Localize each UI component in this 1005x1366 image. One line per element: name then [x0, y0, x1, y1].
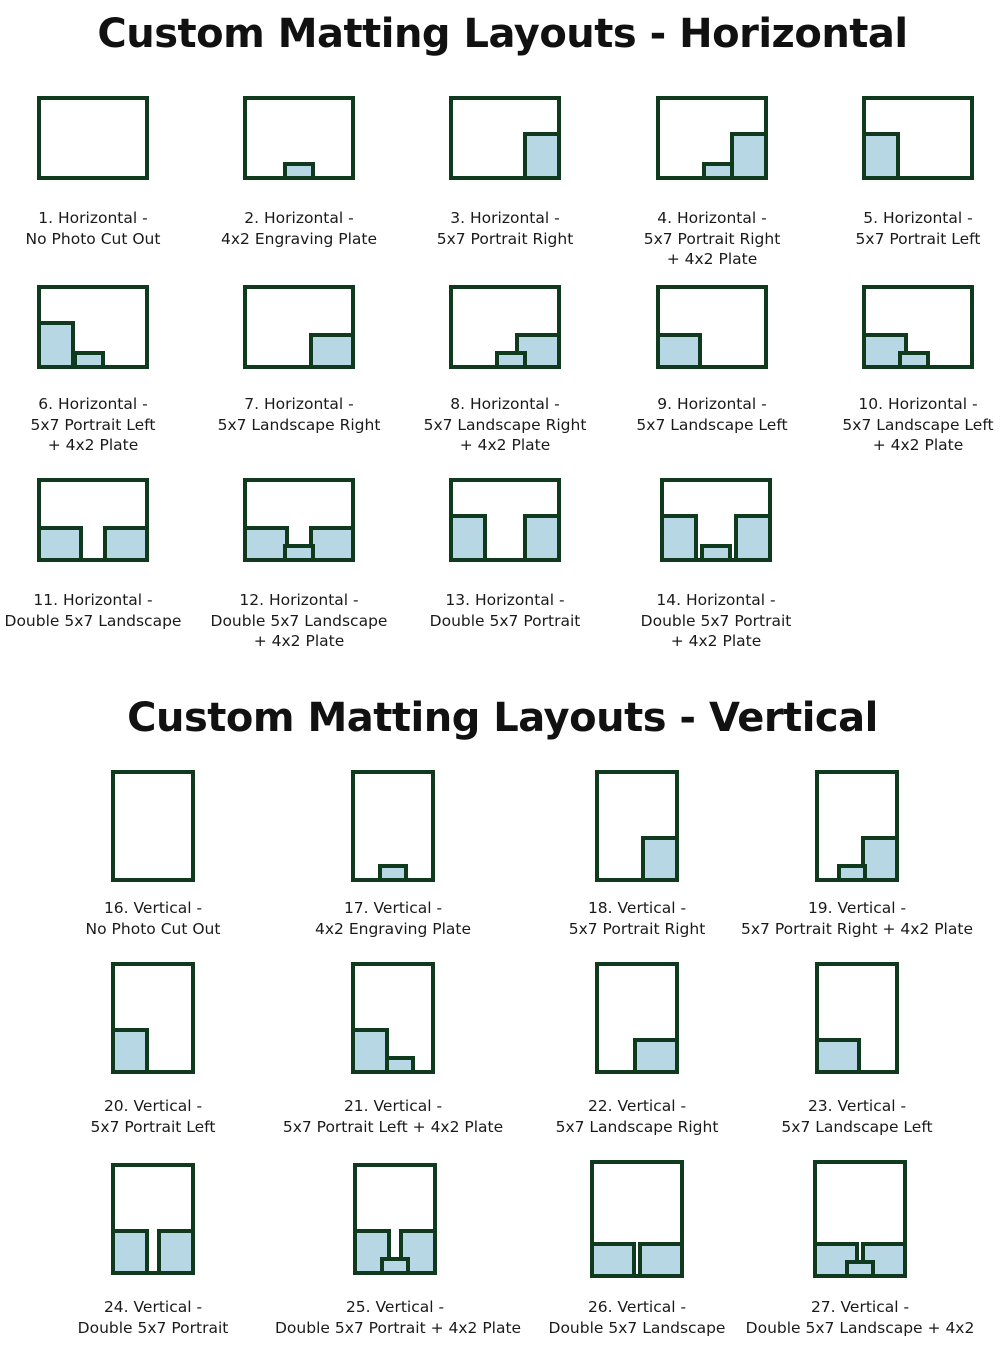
layout-label-line: 10. Horizontal -: [858, 395, 978, 413]
portrait-left-opening: [866, 136, 896, 176]
layout-label-7: [179, 394, 419, 435]
plate-center-opening: [849, 1264, 871, 1274]
layout-label-line: No Photo Cut Out: [25, 229, 161, 248]
mat-frame-16: [111, 770, 195, 882]
landscape-right-opening: [313, 530, 351, 558]
portrait-right-opening: [527, 136, 557, 176]
layout-label-line: 9. Horizontal -: [657, 395, 767, 413]
layout-label-25: [275, 1297, 522, 1338]
layout-label-line: + 4x2 Plate: [666, 250, 758, 268]
mat-frame-25: [353, 1163, 437, 1275]
layout-label-line: 5x7 Landscape Left: [842, 415, 994, 434]
layout-label-line: + 4x2 Plate: [47, 436, 139, 454]
layout-label-line: 20. Vertical -: [103, 1097, 203, 1115]
layout-label-line: 23. Vertical -: [807, 1097, 907, 1115]
layout-label-3: [385, 208, 625, 249]
layout-label-line: 5x7 Landscape Right: [555, 1117, 719, 1136]
layout-label-line: 5x7 Landscape Left: [781, 1117, 933, 1136]
mat-frame-1: [37, 96, 149, 180]
mat-frame-2: [243, 96, 355, 180]
mat-frame-24: [111, 1163, 195, 1275]
layout-label-line: 27. Vertical -: [810, 1298, 910, 1316]
layout-label-line: 4x2 Engraving Plate: [315, 919, 471, 938]
mat-frame-8: [449, 285, 561, 369]
layout-label-18: [517, 898, 757, 939]
portrait-left-opening: [115, 1233, 145, 1271]
layout-label-line: 4. Horizontal -: [657, 209, 767, 227]
layout-label-line: + 4x2 Plate: [253, 632, 345, 650]
layout-label-line: 5x7 Portrait Right: [436, 229, 574, 248]
mat-frame-23: [815, 962, 899, 1074]
layout-label-line: 17. Vertical -: [343, 899, 443, 917]
landscape-left-opening: [594, 1246, 632, 1274]
layout-label-line: 18. Vertical -: [587, 899, 687, 917]
portrait-left-opening: [664, 518, 694, 558]
layout-label-line: 5x7 Portrait Right: [568, 919, 706, 938]
mat-frame-26: [590, 1160, 684, 1278]
layout-label-line: 3. Horizontal -: [450, 209, 560, 227]
mat-frame-7: [243, 285, 355, 369]
layout-label-22: [517, 1096, 757, 1137]
portrait-right-opening: [865, 840, 895, 878]
layout-label-line: 22. Vertical -: [587, 1097, 687, 1115]
layout-label-4: [592, 208, 832, 270]
plate-center-opening: [287, 548, 311, 558]
mat-frame-19: [815, 770, 899, 882]
mat-frame-3: [449, 96, 561, 180]
layout-label-line: 1. Horizontal -: [38, 209, 148, 227]
layout-label-line: 4x2 Engraving Plate: [221, 229, 377, 248]
layout-label-line: 13. Horizontal -: [445, 591, 565, 609]
mat-frame-5: [862, 96, 974, 180]
layout-label-24: [33, 1297, 273, 1338]
portrait-right-opening: [403, 1233, 433, 1271]
plate-near-left-opening: [389, 1060, 411, 1070]
layout-label-line: + 4x2 Plate: [670, 632, 762, 650]
landscape-right-opening: [313, 337, 351, 365]
landscape-left-opening: [660, 337, 698, 365]
layout-label-21: [273, 1096, 513, 1137]
landscape-right-opening: [519, 337, 557, 365]
landscape-left-opening: [866, 337, 904, 365]
layout-label-23: [737, 1096, 977, 1137]
layout-label-27: [740, 1297, 980, 1338]
portrait-left-opening: [115, 1032, 145, 1070]
portrait-left-opening: [357, 1233, 387, 1271]
layout-label-5: [798, 208, 1005, 249]
layout-label-20: [33, 1096, 273, 1137]
mat-frame-18: [595, 770, 679, 882]
layout-label-line: 14. Horizontal -: [656, 591, 776, 609]
layout-label-line: + 4x2 Plate: [872, 436, 964, 454]
layout-label-line: 5x7 Landscape Left: [636, 415, 788, 434]
layout-label-10: [798, 394, 1005, 456]
portrait-left-opening: [41, 325, 71, 365]
mat-frame-22: [595, 962, 679, 1074]
landscape-left-opening: [41, 530, 79, 558]
layout-label-line: 8. Horizontal -: [450, 395, 560, 413]
layout-label-8: [385, 394, 625, 456]
plate-near-right-opening: [499, 355, 523, 365]
plate-center-opening: [287, 166, 311, 176]
layout-label-line: Double 5x7 Landscape: [548, 1318, 726, 1337]
mat-frame-27: [813, 1160, 907, 1278]
layout-label-line: 24. Vertical -: [103, 1298, 203, 1316]
portrait-right-opening: [738, 518, 768, 558]
layout-label-line: 2. Horizontal -: [244, 209, 354, 227]
layout-label-13: [385, 590, 625, 631]
layout-label-line: Double 5x7 Landscape: [4, 611, 182, 630]
horizontal-section-title: Custom Matting Layouts - Horizontal: [97, 11, 908, 57]
layout-label-16: [33, 898, 273, 939]
layout-label-line: 5x7 Portrait Left + 4x2 Plate: [282, 1117, 504, 1136]
layout-label-line: Double 5x7 Portrait: [640, 611, 792, 630]
layout-label-14: [596, 590, 836, 652]
vertical-section-title: Custom Matting Layouts - Vertical: [127, 695, 878, 741]
portrait-right-opening: [161, 1233, 191, 1271]
layout-label-line: 11. Horizontal -: [33, 591, 153, 609]
landscape-right-opening: [642, 1246, 680, 1274]
plate-center-opening: [382, 868, 404, 878]
mat-frame-9: [656, 285, 768, 369]
layout-label-line: 25. Vertical -: [345, 1298, 445, 1316]
mat-frame-12: [243, 478, 355, 562]
landscape-left-opening: [819, 1042, 857, 1070]
layout-label-26: [517, 1297, 757, 1338]
mat-frame-13: [449, 478, 561, 562]
mat-frame-6: [37, 285, 149, 369]
mat-frame-20: [111, 962, 195, 1074]
mat-frame-21: [351, 962, 435, 1074]
mat-frame-10: [862, 285, 974, 369]
landscape-right-opening: [107, 530, 145, 558]
layout-label-line: 5x7 Portrait Right + 4x2 Plate: [741, 919, 973, 938]
layout-label-line: 5x7 Landscape Right: [217, 415, 381, 434]
landscape-left-opening: [247, 530, 285, 558]
layout-label-line: 6. Horizontal -: [38, 395, 148, 413]
layout-label-line: 5x7 Landscape Right: [423, 415, 587, 434]
layout-label-line: 12. Horizontal -: [239, 591, 359, 609]
layout-label-17: [273, 898, 513, 939]
layout-label-line: 7. Horizontal -: [244, 395, 354, 413]
mat-frame-11: [37, 478, 149, 562]
layout-label-line: Double 5x7 Portrait: [77, 1318, 229, 1337]
layout-label-9: [592, 394, 832, 435]
layout-label-line: 5x7 Portrait Left: [90, 1117, 216, 1136]
plate-near-right-opening: [841, 868, 863, 878]
plate-near-left-opening: [902, 355, 926, 365]
plate-near-right-opening: [706, 166, 730, 176]
layout-label-line: + 4x2 Plate: [459, 436, 551, 454]
layout-label-line: 5x7 Portrait Left: [855, 229, 981, 248]
layout-label-12: [179, 590, 419, 652]
layout-label-line: 5. Horizontal -: [863, 209, 973, 227]
layout-label-line: 21. Vertical -: [343, 1097, 443, 1115]
layout-label-line: No Photo Cut Out: [85, 919, 221, 938]
layout-label-line: Double 5x7 Portrait + 4x2 Plate: [275, 1318, 522, 1337]
plate-near-left-opening: [77, 355, 101, 365]
layout-label-line: 19. Vertical -: [807, 899, 907, 917]
layout-label-line: 5x7 Portrait Right: [643, 229, 781, 248]
landscape-right-opening: [637, 1042, 675, 1070]
layout-label-line: Double 5x7 Landscape: [210, 611, 388, 630]
portrait-left-opening: [355, 1032, 385, 1070]
layout-label-line: 5x7 Portrait Left: [30, 415, 156, 434]
mat-frame-14: [660, 478, 772, 562]
mat-frame-17: [351, 770, 435, 882]
mat-frame-4: [656, 96, 768, 180]
portrait-right-opening: [734, 136, 764, 176]
plate-center-opening: [704, 548, 728, 558]
layout-label-line: Double 5x7 Portrait: [429, 611, 581, 630]
layout-label-line: Double 5x7 Landscape + 4x2: [745, 1318, 975, 1337]
layout-label-2: [179, 208, 419, 249]
portrait-left-opening: [453, 518, 483, 558]
portrait-right-opening: [645, 840, 675, 878]
layout-label-19: [737, 898, 977, 939]
layout-label-line: 16. Vertical -: [103, 899, 203, 917]
plate-center-opening: [384, 1261, 406, 1271]
layout-label-line: 26. Vertical -: [587, 1298, 687, 1316]
portrait-right-opening: [527, 518, 557, 558]
